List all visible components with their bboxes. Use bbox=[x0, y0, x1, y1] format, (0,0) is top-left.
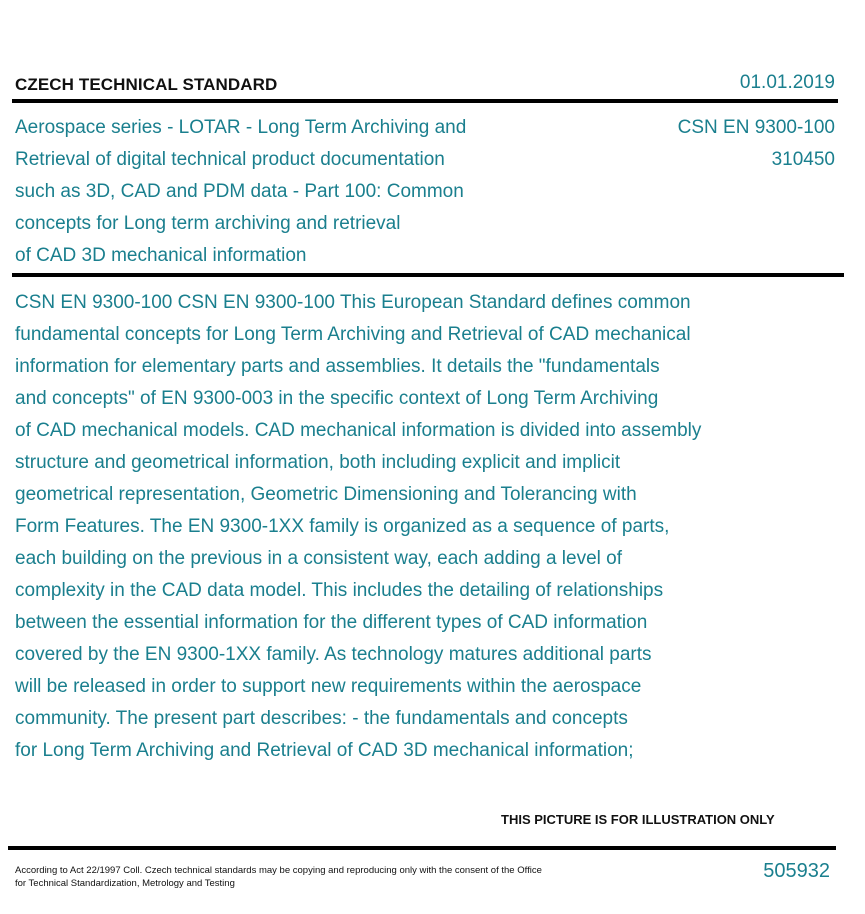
standard-title-line: such as 3D, CAD and PDM data - Part 100: Common bbox=[15, 181, 464, 202]
abstract-line: community. The present part describes: - the fundamentals and concepts bbox=[15, 708, 628, 729]
abstract-line: will be released in order to support new requirements within the aerospace bbox=[15, 676, 642, 697]
abstract-line: and concepts" of EN 9300-003 in the specific context of Long Term Archiving bbox=[15, 388, 659, 409]
abstract-line: covered by the EN 9300-1XX family. As technology matures additional parts bbox=[15, 644, 652, 665]
legal-notice-line: According to Act 22/1997 Coll. Czech technical standards may be copying and reproducing only with the consent of the Office bbox=[15, 865, 542, 876]
title-divider bbox=[12, 273, 844, 277]
standard-title-line: Aerospace series - LOTAR - Long Term Archiving and bbox=[15, 117, 467, 138]
abstract-line: information for elementary parts and assemblies. It details the "fundamentals bbox=[15, 356, 660, 377]
standard-title-line: Retrieval of digital technical product documentation bbox=[15, 149, 445, 170]
abstract-line: for Long Term Archiving and Retrieval of CAD 3D mechanical information; bbox=[15, 740, 634, 761]
catalog-code: 505932 bbox=[763, 860, 830, 882]
legal-notice-line: for Technical Standardization, Metrology and Testing bbox=[15, 877, 235, 889]
abstract-line: structure and geometrical information, both including explicit and implicit bbox=[15, 452, 621, 473]
abstract-line: each building on the previous in a consistent way, each adding a level of bbox=[15, 548, 622, 569]
publication-date: 01.01.2019 bbox=[739, 72, 835, 93]
standard-title-line: concepts for Long term archiving and retrieval bbox=[15, 213, 401, 234]
footer-divider bbox=[8, 846, 836, 850]
legal-notice bbox=[15, 865, 542, 890]
header-divider bbox=[12, 99, 838, 103]
abstract-line: CSN EN 9300-100 CSN EN 9300-100 This European Standard defines common bbox=[15, 292, 691, 313]
abstract-line: Form Features. The EN 9300-1XX family is organized as a sequence of parts, bbox=[15, 516, 670, 537]
standard-number: CSN EN 9300-100 bbox=[677, 117, 835, 138]
abstract-line: complexity in the CAD data model. This includes the detailing of relationships bbox=[15, 580, 664, 601]
document-category-heading: CZECH TECHNICAL STANDARD bbox=[15, 75, 278, 94]
abstract-line: between the essential information for the different types of CAD information bbox=[15, 612, 648, 633]
standard-title-line: of CAD 3D mechanical information bbox=[15, 245, 307, 266]
abstract-line: geometrical representation, Geometric Dimensioning and Tolerancing with bbox=[15, 484, 637, 505]
abstract-line: of CAD mechanical models. CAD mechanical information is divided into assembly bbox=[15, 420, 702, 441]
abstract-line: fundamental concepts for Long Term Archiving and Retrieval of CAD mechanical bbox=[15, 324, 691, 345]
classification-code: 310450 bbox=[771, 149, 835, 170]
illustration-disclaimer: THIS PICTURE IS FOR ILLUSTRATION ONLY bbox=[501, 812, 775, 827]
